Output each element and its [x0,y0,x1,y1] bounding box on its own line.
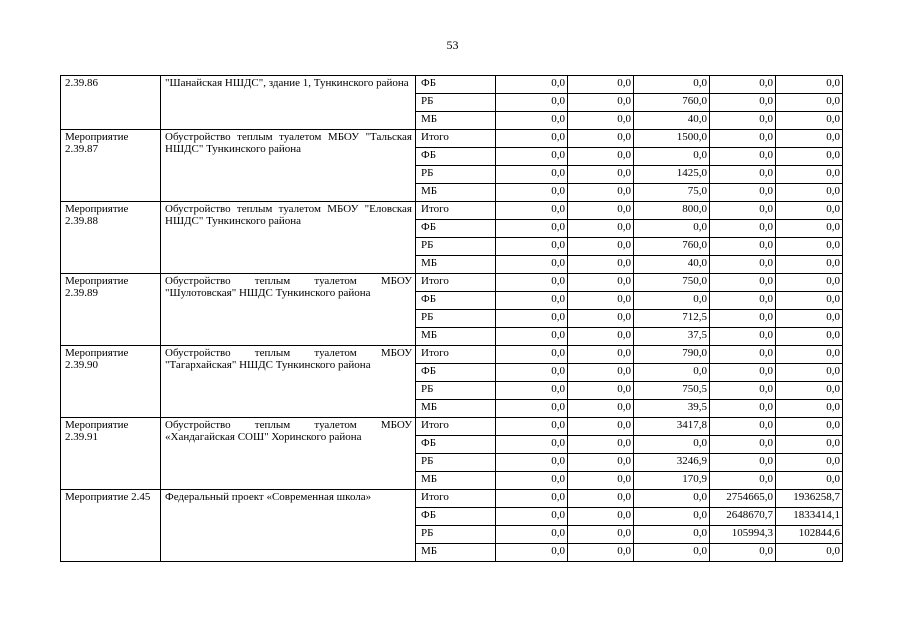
amount-cell: 0,0 [634,526,710,544]
funding-source: Итого [416,130,496,148]
amount-cell: 0,0 [568,256,634,274]
amount-cell: 0,0 [710,382,776,400]
amount-cell: 0,0 [776,346,843,364]
amount-cell: 2754665,0 [710,490,776,508]
amount-cell: 0,0 [568,364,634,382]
activity-title: Обустройство теплым туалетом МБОУ «Хандагайская СОШ" Хоринского района [161,418,416,490]
amount-cell: 0,0 [496,328,568,346]
amount-cell: 0,0 [776,400,843,418]
amount-cell: 0,0 [568,292,634,310]
amount-cell: 0,0 [496,418,568,436]
amount-cell: 0,0 [710,292,776,310]
activity-code: Мероприятие 2.39.88 [61,202,161,274]
amount-cell: 0,0 [568,184,634,202]
amount-cell: 0,0 [776,382,843,400]
amount-cell: 0,0 [776,202,843,220]
amount-cell: 0,0 [568,274,634,292]
amount-cell: 0,0 [776,238,843,256]
amount-cell: 0,0 [568,454,634,472]
amount-cell: 0,0 [496,526,568,544]
amount-cell: 0,0 [496,274,568,292]
amount-cell: 0,0 [634,436,710,454]
amount-cell: 0,0 [710,310,776,328]
amount-cell: 0,0 [496,544,568,562]
amount-cell: 0,0 [710,202,776,220]
amount-cell: 1425,0 [634,166,710,184]
page-number: 53 [446,38,459,52]
amount-cell: 0,0 [634,148,710,166]
amount-cell: 0,0 [496,148,568,166]
amount-cell: 0,0 [634,292,710,310]
amount-cell: 0,0 [634,76,710,94]
funding-source: РБ [416,94,496,112]
amount-cell: 0,0 [710,130,776,148]
amount-cell: 40,0 [634,256,710,274]
amount-cell: 0,0 [496,202,568,220]
amount-cell: 0,0 [568,526,634,544]
amount-cell: 0,0 [568,544,634,562]
funding-source: РБ [416,238,496,256]
amount-cell: 0,0 [634,508,710,526]
amount-cell: 0,0 [710,238,776,256]
funding-source: РБ [416,310,496,328]
amount-cell: 39,5 [634,400,710,418]
amount-cell: 0,0 [568,76,634,94]
amount-cell: 0,0 [568,202,634,220]
amount-cell: 75,0 [634,184,710,202]
amount-cell: 0,0 [710,346,776,364]
activity-code: Мероприятие 2.39.87 [61,130,161,202]
funding-source: Итого [416,346,496,364]
amount-cell: 0,0 [710,220,776,238]
amount-cell: 0,0 [568,400,634,418]
amount-cell: 0,0 [496,472,568,490]
budget-table [60,75,843,562]
funding-source: Итого [416,418,496,436]
table-row [61,76,843,94]
activity-title: Обустройство теплым туалетом МБОУ "Еловская НШДС" Тункинского района [161,202,416,274]
activity-title: Обустройство теплым туалетом МБОУ "Тагархайская" НШДС Тункинского района [161,346,416,418]
amount-cell: 0,0 [496,508,568,526]
activity-title: Федеральный проект «Современная школа» [161,490,416,562]
amount-cell: 0,0 [776,544,843,562]
funding-source: ФБ [416,508,496,526]
funding-source: Итого [416,274,496,292]
amount-cell: 0,0 [776,274,843,292]
amount-cell: 3246,9 [634,454,710,472]
amount-cell: 0,0 [710,436,776,454]
amount-cell: 0,0 [496,310,568,328]
amount-cell: 800,0 [634,202,710,220]
amount-cell: 0,0 [568,94,634,112]
amount-cell: 0,0 [776,310,843,328]
amount-cell: 0,0 [710,148,776,166]
amount-cell: 0,0 [776,472,843,490]
table-row [61,274,843,292]
amount-cell: 0,0 [710,364,776,382]
amount-cell: 0,0 [568,166,634,184]
amount-cell: 760,0 [634,238,710,256]
amount-cell: 0,0 [776,148,843,166]
funding-source: МБ [416,112,496,130]
funding-source: РБ [416,166,496,184]
amount-cell: 0,0 [710,400,776,418]
amount-cell: 0,0 [710,184,776,202]
amount-cell: 0,0 [710,166,776,184]
amount-cell: 0,0 [568,148,634,166]
amount-cell: 40,0 [634,112,710,130]
funding-source: ФБ [416,148,496,166]
amount-cell: 0,0 [776,364,843,382]
amount-cell: 3417,8 [634,418,710,436]
amount-cell: 0,0 [776,292,843,310]
amount-cell: 0,0 [710,94,776,112]
funding-source: РБ [416,382,496,400]
amount-cell: 0,0 [634,544,710,562]
activity-code: Мероприятие 2.39.90 [61,346,161,418]
activity-code: Мероприятие 2.45 [61,490,161,562]
amount-cell: 0,0 [496,76,568,94]
funding-source: МБ [416,472,496,490]
activity-code: Мероприятие 2.39.89 [61,274,161,346]
amount-cell: 0,0 [710,76,776,94]
amount-cell: 1936258,7 [776,490,843,508]
amount-cell: 0,0 [496,256,568,274]
funding-source: Итого [416,202,496,220]
amount-cell: 0,0 [496,292,568,310]
amount-cell: 0,0 [710,418,776,436]
amount-cell: 0,0 [496,112,568,130]
amount-cell: 0,0 [634,490,710,508]
amount-cell: 1500,0 [634,130,710,148]
amount-cell: 0,0 [496,400,568,418]
funding-source: РБ [416,454,496,472]
amount-cell: 0,0 [568,112,634,130]
amount-cell: 0,0 [496,238,568,256]
activity-code: Мероприятие 2.39.91 [61,418,161,490]
amount-cell: 0,0 [568,130,634,148]
amount-cell: 0,0 [776,76,843,94]
table-row [61,490,843,508]
amount-cell: 712,5 [634,310,710,328]
funding-source: ФБ [416,220,496,238]
amount-cell: 0,0 [710,544,776,562]
amount-cell: 0,0 [776,418,843,436]
amount-cell: 0,0 [568,238,634,256]
amount-cell: 0,0 [710,328,776,346]
amount-cell: 750,0 [634,274,710,292]
funding-source: ФБ [416,292,496,310]
funding-source: ФБ [416,76,496,94]
amount-cell: 0,0 [568,418,634,436]
table-row [61,418,843,436]
amount-cell: 0,0 [496,436,568,454]
table-row [61,130,843,148]
amount-cell: 760,0 [634,94,710,112]
amount-cell: 0,0 [568,508,634,526]
funding-source: ФБ [416,364,496,382]
amount-cell: 0,0 [776,256,843,274]
funding-source: МБ [416,256,496,274]
activity-title: Обустройство теплым туалетом МБОУ "Шулотовская" НШДС Тункинского района [161,274,416,346]
table-row [61,346,843,364]
amount-cell: 0,0 [496,454,568,472]
amount-cell: 0,0 [568,436,634,454]
amount-cell: 0,0 [496,94,568,112]
amount-cell: 0,0 [568,220,634,238]
amount-cell: 0,0 [496,346,568,364]
amount-cell: 0,0 [496,220,568,238]
amount-cell: 0,0 [776,112,843,130]
amount-cell: 102844,6 [776,526,843,544]
funding-source: МБ [416,544,496,562]
amount-cell: 0,0 [634,364,710,382]
amount-cell: 2648670,7 [710,508,776,526]
amount-cell: 170,9 [634,472,710,490]
amount-cell: 750,5 [634,382,710,400]
amount-cell: 0,0 [776,220,843,238]
amount-cell: 0,0 [634,220,710,238]
amount-cell: 0,0 [710,274,776,292]
amount-cell: 0,0 [496,382,568,400]
amount-cell: 0,0 [496,364,568,382]
activity-title: "Шанайская НШДС", здание 1, Тункинского района [161,76,416,130]
amount-cell: 37,5 [634,328,710,346]
funding-source: МБ [416,400,496,418]
activity-code: 2.39.86 [61,76,161,130]
amount-cell: 0,0 [568,382,634,400]
amount-cell: 0,0 [496,166,568,184]
table-row [61,202,843,220]
funding-source: МБ [416,184,496,202]
amount-cell: 0,0 [496,130,568,148]
amount-cell: 0,0 [568,472,634,490]
amount-cell: 105994,3 [710,526,776,544]
funding-source: МБ [416,328,496,346]
amount-cell: 0,0 [776,454,843,472]
amount-cell: 0,0 [776,94,843,112]
amount-cell: 0,0 [710,472,776,490]
funding-source: Итого [416,490,496,508]
activity-title: Обустройство теплым туалетом МБОУ "Тальская НШДС" Тункинского района [161,130,416,202]
amount-cell: 0,0 [496,490,568,508]
amount-cell: 0,0 [776,166,843,184]
amount-cell: 0,0 [710,256,776,274]
funding-source: РБ [416,526,496,544]
amount-cell: 0,0 [568,310,634,328]
amount-cell: 0,0 [776,184,843,202]
amount-cell: 0,0 [496,184,568,202]
amount-cell: 0,0 [568,328,634,346]
funding-source: ФБ [416,436,496,454]
amount-cell: 0,0 [568,346,634,364]
amount-cell: 0,0 [710,112,776,130]
amount-cell: 0,0 [568,490,634,508]
amount-cell: 0,0 [710,454,776,472]
amount-cell: 0,0 [776,436,843,454]
amount-cell: 0,0 [776,130,843,148]
amount-cell: 0,0 [776,328,843,346]
amount-cell: 790,0 [634,346,710,364]
amount-cell: 1833414,1 [776,508,843,526]
